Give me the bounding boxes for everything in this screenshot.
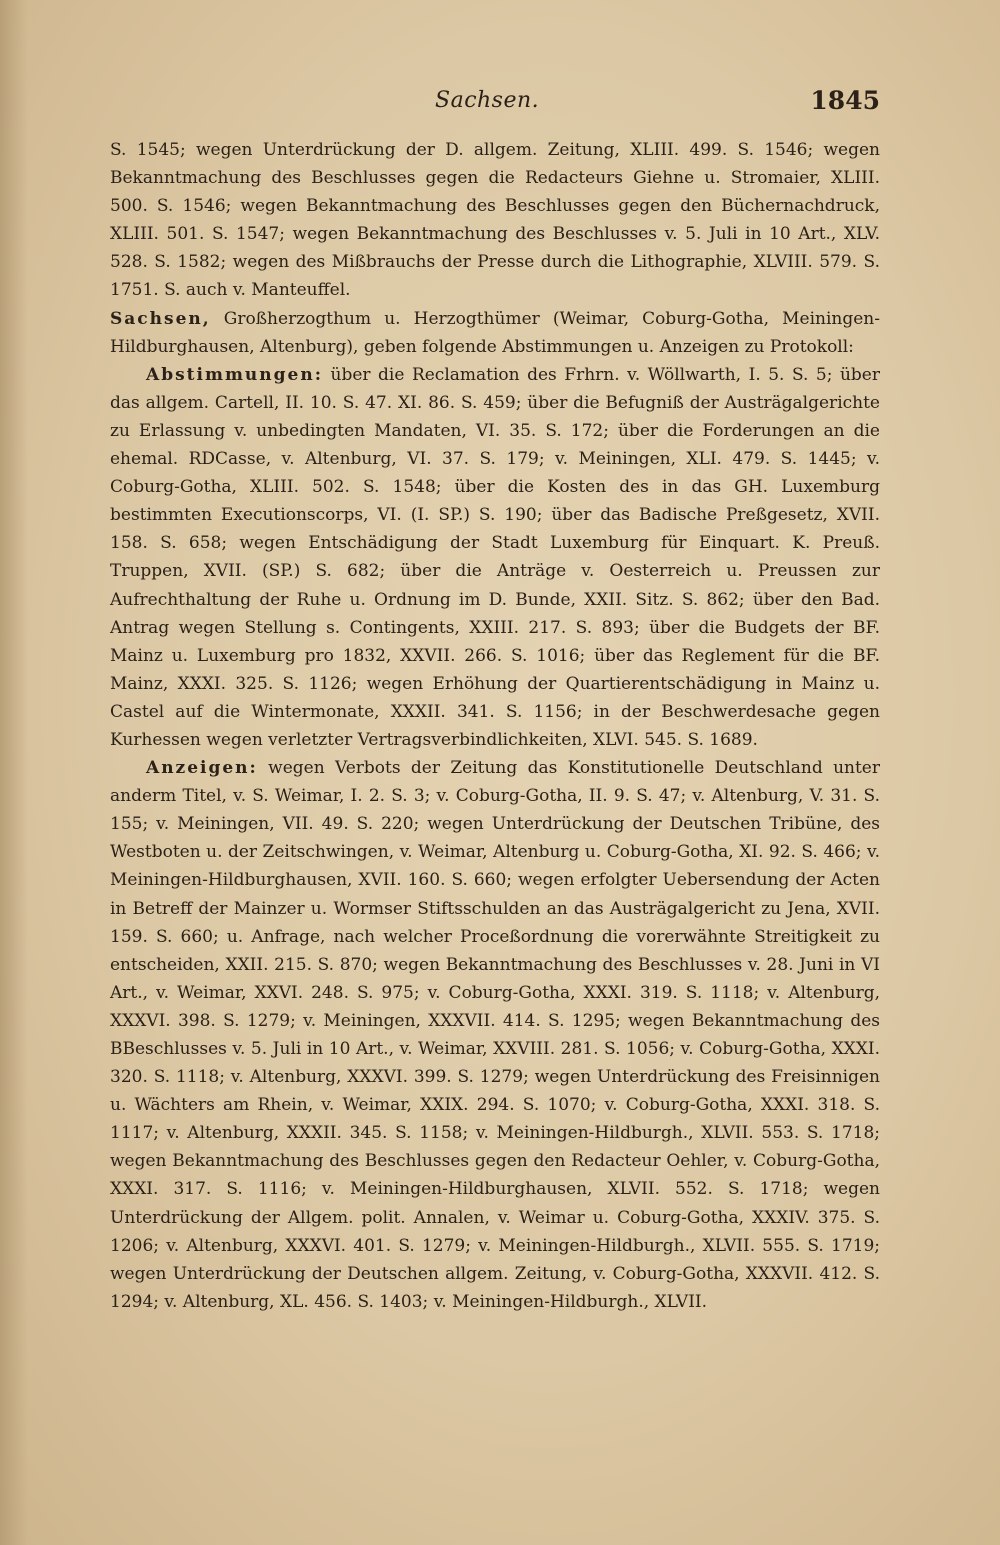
paragraph-anzeigen [110, 754, 880, 1316]
entry-text: Großherzogthum u. Herzogthümer (Weimar, Coburg-Gotha, Meiningen-Hildburghausen, Altenburg), geben folgende Abstimmungen u. Anzeigen zu Protokoll: [110, 308, 880, 357]
section-label-anzeigen: Anzeigen: [146, 758, 258, 779]
page-number: 1845 [810, 86, 880, 115]
running-title: Sachsen. [435, 88, 540, 113]
entry-headword: Sachsen, [110, 308, 211, 329]
paragraph-abstimmungen [110, 361, 880, 754]
page-binding-shadow [0, 0, 28, 1545]
page-body [110, 136, 880, 1316]
anzeigen-text: wegen Verbots der Zeitung das Konstitutionelle Deutschland unter anderm Titel, v. S. Weimar, I. 2. S. 3; v. Coburg-Gotha, II. 9. S. 47; v. Altenburg, V. 31. S. 155; v. Meiningen, VII. 49. S. 220; wegen Unterdrückung der Deutschen Tribüne, des Westboten u. der Zeitschwingen, v. Weimar, Altenburg u. Coburg-Gotha, XI. 92. S. 466; v. Meiningen-Hildburghausen, XVII. 160. S. 660; wegen erfolgter Uebersendung der Acten in Betreff der Mainzer u. Wormser Stiftsschulden an das Austrägalgericht zu Jena, XVII. 159. S. 660; u. Anfrage, nach welcher Proceßordnung die vorerwähnte Streitigkeit zu entscheiden, XXII. 215. S. 870; wegen Bekanntmachung des Beschlusses v. 28. Juni in VI Art., v. Weimar, XXVI. 248. S. 975; v. Coburg-Gotha, XXXI. 319. S. 1118; v. Altenburg, XXXVI. 398. S. 1279; v. Meiningen, XXXVII. 414. S. 1295; wegen Bekanntmachung des BBeschlusses v. 5. Juli in 10 Art., v. Weimar, XXVIII. 281. S. 1056; v. Coburg-Gotha, XXXI. 320. S. 1118; v. Altenburg, XXXVI. 399. S. 1279; wegen Unterdrückung des Freisinnigen u. Wächters am Rhein, v. Weimar, XXIX. 294. S. 1070; v. Coburg-Gotha, XXXI. 318. S. 1117; v. Altenburg, XXXII. 345. S. 1158; v. Meiningen-Hildburgh., XLVII. 553. S. 1718; wegen Bekanntmachung des Beschlusses gegen den Redacteur Oehler, v. Coburg-Gotha, XXXI. 317. S. 1116; v. Meiningen-Hildburghausen, XLVII. 552. S. 1718; wegen Unterdrückung der Allgem. polit. Annalen, v. Weimar u. Coburg-Gotha, XXXIV. 375. S. 1206; v. Altenburg, XXXVI. 401. S. 1279; v. Meiningen-Hildburgh., XLVII. 555. S. 1719; wegen Unterdrückung der Deutschen allgem. Zeitung, v. Coburg-Gotha, XXXVII. 412. S. 1294; v. Altenburg, XL. 456. S. 1403; v. Meiningen-Hildburgh., XLVII. [110, 758, 880, 1312]
paragraph-continuation: S. 1545; wegen Unterdrückung der D. allgem. Zeitung, XLIII. 499. S. 1546; wegen Bekanntmachung des Beschlusses gegen die Redacteurs Giehne u. Stromaier, XLIII. 500. S. 1546; wegen Bekanntmachung des Beschlusses gegen den Büchernachdruck, XLIII. 501. S. 1547; wegen Bekanntmachung des Beschlusses v. 5. Juli in 10 Art., XLV. 528. S. 1582; wegen des Mißbrauchs der Presse durch die Lithographie, XLVIII. 579. S. 1751. S. auch v. Manteuffel. [110, 140, 880, 301]
entry-sachsen [110, 305, 880, 361]
section-label-abstimmungen: Abstimmungen: [146, 364, 323, 385]
page-header [110, 88, 880, 128]
abstimmungen-text: über die Reclamation des Frhrn. v. Wöllwarth, I. 5. S. 5; über das allgem. Cartell, II. 10. S. 47. XI. 86. S. 459; über die Befugniß der Austrägalgerichte zu Erlassung v. unbedingten Mandaten, VI. 35. S. 172; über die Forderungen an die ehemal. RDCasse, v. Altenburg, VI. 37. S. 179; v. Meiningen, XLI. 479. S. 1445; v. Coburg-Gotha, XLIII. 502. S. 1548; über die Kosten des in das GH. Luxemburg bestimmten Executionscorps, VI. (I. SP.) S. 190; über das Badische Preßgesetz, XVII. 158. S. 658; wegen Entschädigung der Stadt Luxemburg für Einquart. K. Preuß. Truppen, XVII. (SP.) S. 682; über die Anträge v. Oesterreich u. Preussen zur Aufrechthaltung der Ruhe u. Ordnung im D. Bunde, XXII. Sitz. S. 862; über den Bad. Antrag wegen Stellung s. Contingents, XXIII. 217. S. 893; über die Budgets der BF. Mainz u. Luxemburg pro 1832, XXVII. 266. S. 1016; über das Reglement für die BF. Mainz, XXXI. 325. S. 1126; wegen Erhöhung der Quartierentschädigung in Mainz u. Castel auf die Wintermonate, XXXII. 341. S. 1156; in der Beschwerdesache gegen Kurhessen wegen verletzter Vertragsverbindlichkeiten, XLVI. 545. S. 1689. [110, 364, 880, 750]
